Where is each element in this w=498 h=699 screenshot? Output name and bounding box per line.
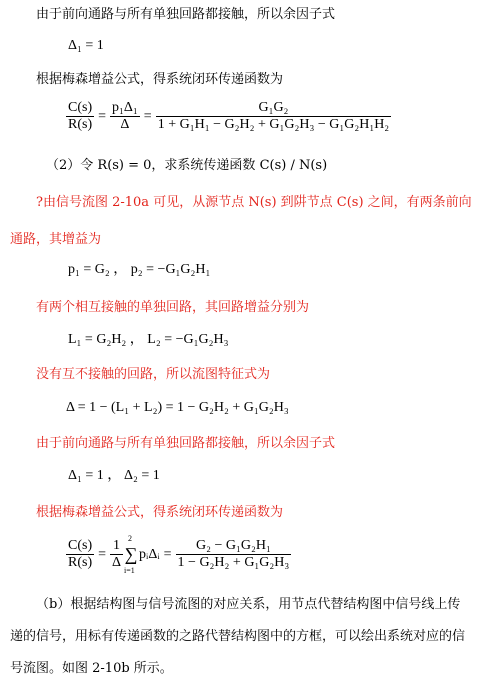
coef-denominator: Δ xyxy=(112,555,122,570)
lhs-numerator: C(s) xyxy=(68,100,93,115)
text-line-11: 没有互不接触的回路，所以流图特征式为 xyxy=(36,367,271,382)
text-line-1: 由于前向通路与所有单独回路都接触，所以余因子式 xyxy=(36,7,336,22)
rhs-denominator: 1 − G₂H₂ + G₁G₂H₃ xyxy=(177,555,290,570)
text-line-9: 有两个相互接触的单独回路，其回路增益分别为 xyxy=(36,300,310,315)
text-line-6: ?由信号流图 2-10a 可见，从源节点 N(s) 到阱节点 C(s) 之间，有两条前向 xyxy=(36,195,472,210)
equation-loop-gains: L₁ = G₂H₂ ， L₂ = −G₁G₂H₃ xyxy=(68,332,229,347)
sum-upper-limit: 2 xyxy=(128,533,133,543)
summation: 2 ∑ i=1 xyxy=(124,533,138,575)
text-line-15: 根据梅森增益公式，得系统闭环传递函数为 xyxy=(36,505,284,520)
rhs-numerator: G₂ − G₁G₂H₁ xyxy=(176,538,292,555)
equation-delta1: Δ₁ = 1 xyxy=(68,38,104,53)
equation-cofactors: Δ₁ = 1 ， Δ₂ = 1 xyxy=(68,468,160,483)
mid-numerator: p₁Δ₁ xyxy=(112,100,138,115)
equation-closed-loop-1: $\frac{C(s)}{R(s)}$ = $\frac{\text{p₁Δ₁}}{\Delta}$ = $\frac{\text{G₁G₂}}{\text{1 + G₁H₁ − G₂H₂ + G₁G₂H₃ − G₁G₂H₁H₂}}$ xyxy=(68,100,390,132)
equation-closed-loop-2: $\frac{C(s)}{R(s)}$ = $\frac{1}{\Delta}$ 2 ∑ i=1 pᵢΔᵢ = $\frac{\text{G₂ − G₁G₂H₁}}{\text{1 − G₂H₂ + G₁G₂H₃}}$ xyxy=(68,533,290,575)
text-line-19: 号流图。如图 2-10b 所示。 xyxy=(10,661,173,676)
lhs-numerator: C(s) xyxy=(68,538,93,553)
text-line-7: 通路，其增益为 xyxy=(10,232,102,247)
text-line-5: （2）令 R(s) = 0，求系统传递函数 C(s) / N(s) xyxy=(46,158,328,173)
text-line-18: 递的信号，用标有传递函数的之路代替结构图中的方框，可以绘出系统对应的信 xyxy=(10,629,466,644)
mid-denominator: Δ xyxy=(120,117,130,132)
rhs-denominator: 1 + G₁H₁ − G₂H₂ + G₁G₂H₃ − G₁G₂H₁H₂ xyxy=(157,117,390,132)
text-line-3: 根据梅森增益公式，得系统闭环传递函数为 xyxy=(36,72,284,87)
text-line-13: 由于前向通路与所有单独回路都接触，所以余因子式 xyxy=(36,436,336,451)
text-line-17: （b）根据结构图与信号流图的对应关系，用节点代替结构图中信号线上传 xyxy=(36,597,461,612)
sum-lower-limit: i=1 xyxy=(124,565,135,575)
coef-numerator: 1 xyxy=(110,538,123,555)
sum-term: pᵢΔᵢ xyxy=(139,546,160,562)
equation-characteristic: Δ = 1 − (L₁ + L₂) = 1 − G₂H₂ + G₁G₂H₃ xyxy=(66,400,289,415)
lhs-denominator: R(s) xyxy=(68,117,93,132)
lhs-denominator: R(s) xyxy=(68,555,93,570)
rhs-numerator: G₁G₂ xyxy=(156,100,392,117)
equation-forward-gains: p₁ = G₂ ， p₂ = −G₁G₂H₁ xyxy=(68,262,211,277)
